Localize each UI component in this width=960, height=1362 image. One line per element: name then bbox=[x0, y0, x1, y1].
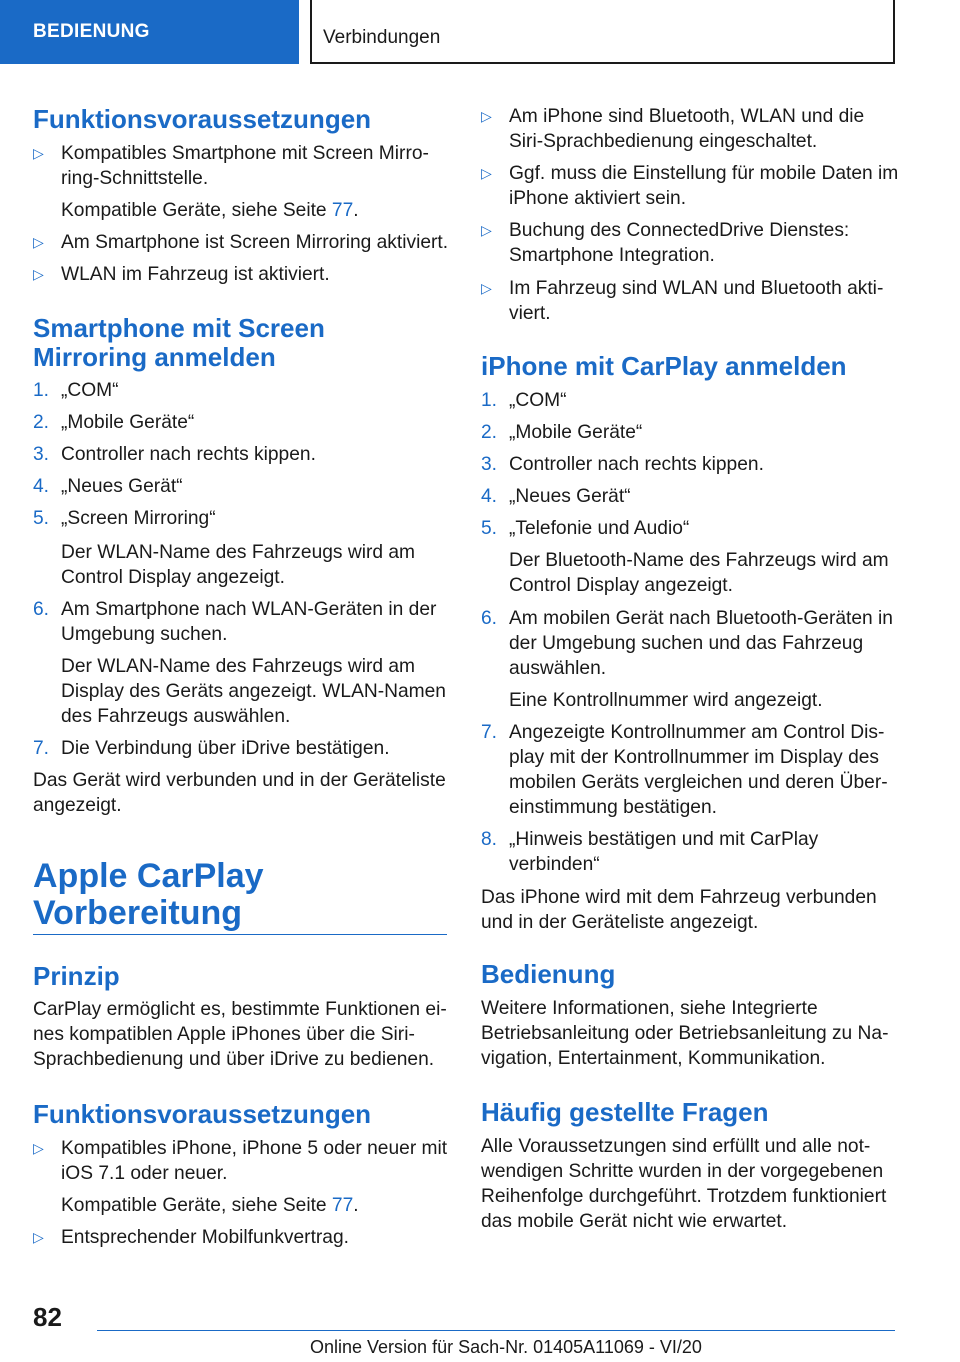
step-text: „Mobile Geräte“ bbox=[509, 422, 643, 443]
list-item-note: Kompatible Geräte, siehe Seite 77. bbox=[61, 200, 359, 221]
step-number: 8. bbox=[481, 829, 498, 850]
step-text: „COM“ bbox=[61, 380, 119, 401]
step-number: 5. bbox=[33, 508, 50, 529]
paragraph-line: Sprachbedienung und über iDrive zu bedienen. bbox=[33, 1049, 435, 1070]
step-text: Am mobilen Gerät nach Bluetooth-Geräten in bbox=[509, 608, 893, 629]
triangle-bullet-icon: ▷ bbox=[33, 1229, 44, 1245]
chapter-heading-1: Apple CarPlay bbox=[33, 857, 264, 895]
list-item-cont: Smartphone Integration. bbox=[509, 245, 715, 266]
step-text: Die Verbindung über iDrive bestätigen. bbox=[61, 738, 390, 759]
step-text: „Screen Mirroring“ bbox=[61, 508, 216, 529]
step-text-cont: einstimmung bestätigen. bbox=[509, 797, 717, 818]
paragraph-line: das mobile Gerät nicht wie erwartet. bbox=[481, 1211, 788, 1232]
paragraph-line: nes kompatiblen Apple iPhones über die Siri- bbox=[33, 1024, 415, 1045]
step-note: Der WLAN-Name des Fahrzeugs wird am bbox=[61, 656, 416, 677]
list-item: Kompatibles Smartphone mit Screen Mirro- bbox=[61, 143, 429, 164]
list-item-cont: ring-Schnittstelle. bbox=[61, 168, 209, 189]
step-text: Controller nach rechts kippen. bbox=[509, 454, 764, 475]
list-item-cont: viert. bbox=[509, 303, 551, 324]
result-text: Das Gerät wird verbunden und in der Geräteliste bbox=[33, 770, 446, 791]
step-text-cont: play mit der Kontrollnummer im Display des bbox=[509, 747, 880, 768]
list-item: Buchung des ConnectedDrive Dienstes: bbox=[509, 220, 850, 241]
triangle-bullet-icon: ▷ bbox=[481, 222, 492, 238]
triangle-bullet-icon: ▷ bbox=[33, 266, 44, 282]
result-text: Das iPhone wird mit dem Fahrzeug verbunden bbox=[481, 887, 877, 908]
step-number: 6. bbox=[33, 599, 50, 620]
step-text-cont: auswählen. bbox=[509, 658, 607, 679]
paragraph-line: vigation, Entertainment, Kommunikation. bbox=[481, 1048, 826, 1069]
list-item: Im Fahrzeug sind WLAN und Bluetooth akti- bbox=[509, 278, 884, 299]
paragraph-line: wendigen Schritte wurden in der vorgegebenen bbox=[481, 1161, 884, 1182]
step-text: Am Smartphone nach WLAN-Geräten in der bbox=[61, 599, 437, 620]
step-number: 1. bbox=[481, 390, 498, 411]
triangle-bullet-icon: ▷ bbox=[33, 234, 44, 250]
step-number: 3. bbox=[481, 454, 498, 475]
step-text: Angezeigte Kontrollnummer am Control Dis- bbox=[509, 722, 885, 743]
list-item: Am Smartphone ist Screen Mirroring aktiviert. bbox=[61, 232, 449, 253]
chapter-heading-2: Vorbereitung bbox=[33, 894, 243, 932]
step-text: „Telefonie und Audio“ bbox=[509, 518, 690, 539]
step-number: 7. bbox=[33, 738, 50, 759]
step-number: 4. bbox=[33, 476, 50, 497]
step-note: des Fahrzeugs auswählen. bbox=[61, 706, 291, 727]
chapter-title: Verbindungen bbox=[323, 27, 441, 48]
step-number: 2. bbox=[33, 412, 50, 433]
step-number: 7. bbox=[481, 722, 498, 743]
step-text-cont: verbinden“ bbox=[509, 854, 600, 875]
step-text: „Neues Gerät“ bbox=[61, 476, 183, 497]
step-text: „Mobile Geräte“ bbox=[61, 412, 195, 433]
heading-iphone-carplay: iPhone mit CarPlay anmelden bbox=[481, 351, 847, 381]
heading-screen-mirroring-1: Smartphone mit Screen bbox=[33, 313, 325, 343]
step-text-cont: Umgebung suchen. bbox=[61, 624, 228, 645]
heading-prinzip: Prinzip bbox=[33, 961, 120, 991]
step-text-cont: mobilen Geräts vergleichen und deren Über- bbox=[509, 772, 888, 793]
paragraph-line: CarPlay ermöglicht es, bestimmte Funktionen ei- bbox=[33, 999, 447, 1020]
step-note: Control Display angezeigt. bbox=[509, 575, 733, 596]
list-item: Ggf. muss die Einstellung für mobile Daten im bbox=[509, 163, 899, 184]
footer-version-text: Online Version für Sach-Nr. 01405A11069 - VI/20 bbox=[310, 1337, 702, 1357]
paragraph-line: Betriebsanleitung oder Betriebsanleitung zu Na- bbox=[481, 1023, 889, 1044]
page-number: 82 bbox=[33, 1302, 62, 1332]
step-number: 2. bbox=[481, 422, 498, 443]
step-note: Der WLAN-Name des Fahrzeugs wird am bbox=[61, 542, 416, 563]
result-text: angezeigt. bbox=[33, 795, 122, 816]
list-item-note: Kompatible Geräte, siehe Seite 77. bbox=[61, 1195, 359, 1216]
heading-faq: Häufig gestellte Fragen bbox=[481, 1097, 769, 1127]
paragraph-line: Alle Voraussetzungen sind erfüllt und alle not- bbox=[481, 1136, 871, 1157]
page-link[interactable]: 77 bbox=[331, 1195, 354, 1216]
paragraph-line: Reihenfolge durchgeführt. Trotzdem funktioniert bbox=[481, 1186, 887, 1207]
list-item: Entsprechender Mobilfunkvertrag. bbox=[61, 1227, 349, 1248]
heading-rule bbox=[33, 934, 447, 935]
heading-funktionsvoraussetzungen-1: Funktionsvoraussetzungen bbox=[33, 104, 372, 134]
step-number: 4. bbox=[481, 486, 498, 507]
step-text: „Hinweis bestätigen und mit CarPlay bbox=[509, 829, 819, 850]
list-item-cont: iOS 7.1 oder neuer. bbox=[61, 1163, 228, 1184]
page-link[interactable]: 77 bbox=[331, 200, 354, 221]
step-number: 6. bbox=[481, 608, 498, 629]
step-note: Display des Geräts angezeigt. WLAN-Namen bbox=[61, 681, 446, 702]
step-number: 1. bbox=[33, 380, 50, 401]
step-note: Control Display angezeigt. bbox=[61, 567, 285, 588]
list-item: WLAN im Fahrzeug ist aktiviert. bbox=[61, 264, 330, 285]
list-item: Am iPhone sind Bluetooth, WLAN und die bbox=[509, 106, 865, 127]
triangle-bullet-icon: ▷ bbox=[33, 145, 44, 161]
triangle-bullet-icon: ▷ bbox=[33, 1140, 44, 1156]
heading-funktionsvoraussetzungen-2: Funktionsvoraussetzungen bbox=[33, 1099, 372, 1129]
step-note: Eine Kontrollnummer wird angezeigt. bbox=[509, 690, 823, 711]
triangle-bullet-icon: ▷ bbox=[481, 108, 492, 124]
step-number: 5. bbox=[481, 518, 498, 539]
heading-screen-mirroring-2: Mirroring anmelden bbox=[33, 342, 276, 372]
step-text: Controller nach rechts kippen. bbox=[61, 444, 316, 465]
list-item-cont: iPhone aktiviert sein. bbox=[509, 188, 687, 209]
list-item: Kompatibles iPhone, iPhone 5 oder neuer mit bbox=[61, 1138, 448, 1159]
triangle-bullet-icon: ▷ bbox=[481, 165, 492, 181]
step-text: „COM“ bbox=[509, 390, 567, 411]
section-tab: BEDIENUNG bbox=[0, 0, 299, 64]
step-text: „Neues Gerät“ bbox=[509, 486, 631, 507]
footer-rule bbox=[97, 1330, 895, 1331]
step-text-cont: der Umgebung suchen und das Fahrzeug bbox=[509, 633, 864, 654]
heading-bedienung: Bedienung bbox=[481, 959, 616, 989]
step-number: 3. bbox=[33, 444, 50, 465]
triangle-bullet-icon: ▷ bbox=[481, 280, 492, 296]
step-note: Der Bluetooth-Name des Fahrzeugs wird am bbox=[509, 550, 889, 571]
list-item-cont: Siri-Sprachbedienung eingeschaltet. bbox=[509, 131, 818, 152]
result-text: und in der Geräteliste angezeigt. bbox=[481, 912, 759, 933]
paragraph-line: Weitere Informationen, siehe Integrierte bbox=[481, 998, 818, 1019]
